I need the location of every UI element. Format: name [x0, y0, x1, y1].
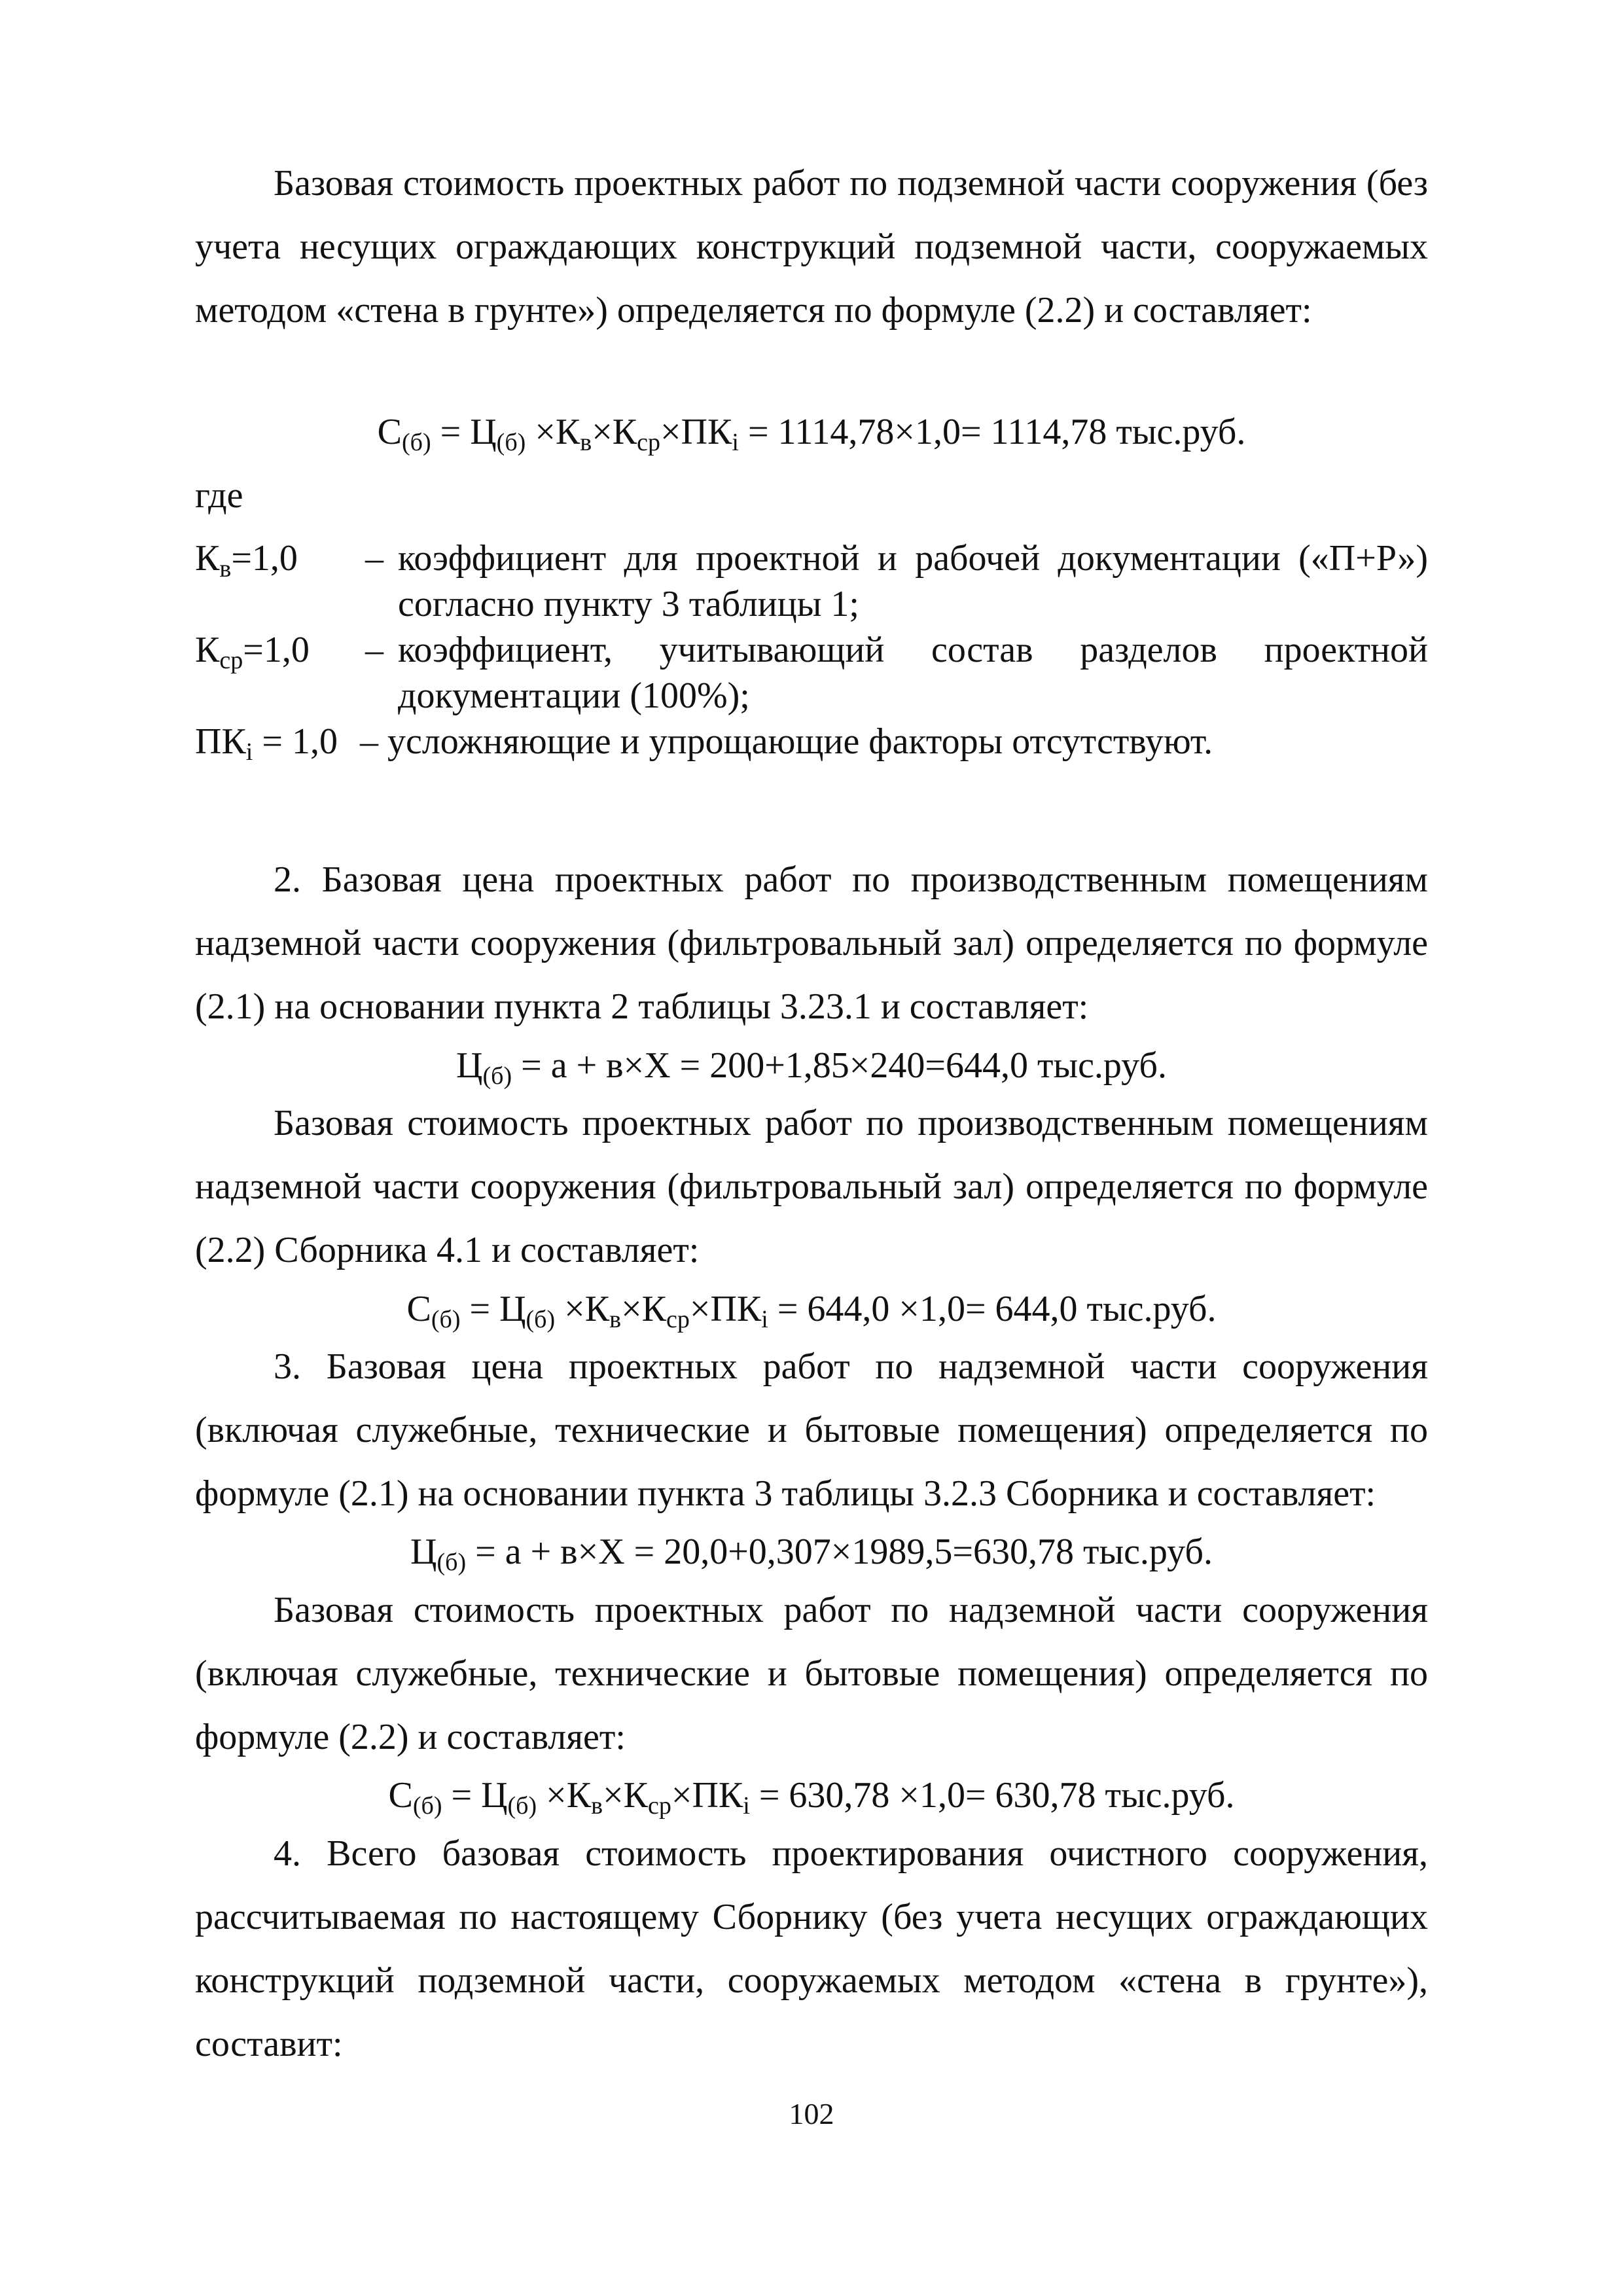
where-label: где	[195, 475, 243, 516]
formula-price-aboveground: $Ц_{(б)} = а + в\times Х = 20,0+0,307\times 1989,5=630,78$ тыс.руб.	[410, 1532, 1213, 1576]
formula-cost-underground: $С_{(б)} = Ц_{(б)} \times К_в\times К_{ср}\times ПК_i = 1114,78\times 1,0= 1114,78$ тыс.руб.	[377, 412, 1246, 456]
paragraph-4: 3. Базовая цена проектных работ по надземной части сооружения (включая служебные, технические и бытовые помещения) определяется по формуле (2.1) на основании пункта 3 таблицы 3.2.3 Сборника и составляет:	[195, 1346, 1428, 1514]
definition-symbol: $ПК_i = 1,0$	[195, 721, 338, 766]
definition-pki: $ПК_i = 1,0$ – усложняющие и упрощающие факторы отсутствуют.	[195, 719, 1428, 764]
definition-kv: $К_в=1,0$ – коэффициент для проектной и рабочей документации («П+Р») согласно пункту 3 таблицы 1;	[195, 535, 1428, 627]
document-page	[195, 0, 1428, 2296]
formula-cost-production: $С_{(б)} = Ц_{(б)} \times К_в\times К_{ср}\times ПК_i = 644,0 \times 1,0= 644,0$ тыс.руб.	[406, 1289, 1217, 1333]
definition-symbol: $К_{ср}=1,0$	[195, 630, 310, 674]
formula-price-production: $Ц_{(б)} = а + в\times Х = 200+1,85\times 240=644,0$ тыс.руб.	[456, 1045, 1167, 1090]
paragraph-2: 2. Базовая цена проектных работ по производственным помещениям надземной части сооружения (фильтровальный зал) определяется по формуле (2.1) на основании пункта 2 таблицы 3.23.1 и составляет:	[195, 859, 1428, 1027]
definitions-list	[195, 535, 1428, 764]
paragraph-1: Базовая стоимость проектных работ по подземной части сооружения (без учета несущих ограждающих конструкций подземной части, сооружаемых методом «стена в грунте») определяется по формуле (2.2) и составляет:	[195, 163, 1428, 331]
definition-ksr: $К_{ср}=1,0$ – коэффициент, учитывающий состав разделов проектной документации (100%);	[195, 627, 1428, 719]
formula-cost-aboveground: $С_{(б)} = Ц_{(б)} \times К_в\times К_{ср}\times ПК_i = 630,78 \times 1,0= 630,78$ тыс.руб.	[388, 1775, 1235, 1820]
paragraph-6: 4. Всего базовая стоимость проектирования очистного сооружения, рассчитываемая по настоящему Сборнику (без учета несущих ограждающих конструкций подземной части, сооружаемых методом «стена в грунте»), составит:	[195, 1833, 1428, 2064]
page-number: 102	[789, 2097, 834, 2130]
paragraph-3: Базовая стоимость проектных работ по производственным помещениям надземной части сооружения (фильтровальный зал) определяется по формуле (2.2) Сборника 4.1 и составляет:	[195, 1103, 1428, 1270]
definition-symbol: $К_в=1,0$	[195, 538, 298, 583]
paragraph-5: Базовая стоимость проектных работ по надземной части сооружения (включая служебные, технические и бытовые помещения) определяется по формуле (2.2) и составляет:	[195, 1590, 1428, 1757]
